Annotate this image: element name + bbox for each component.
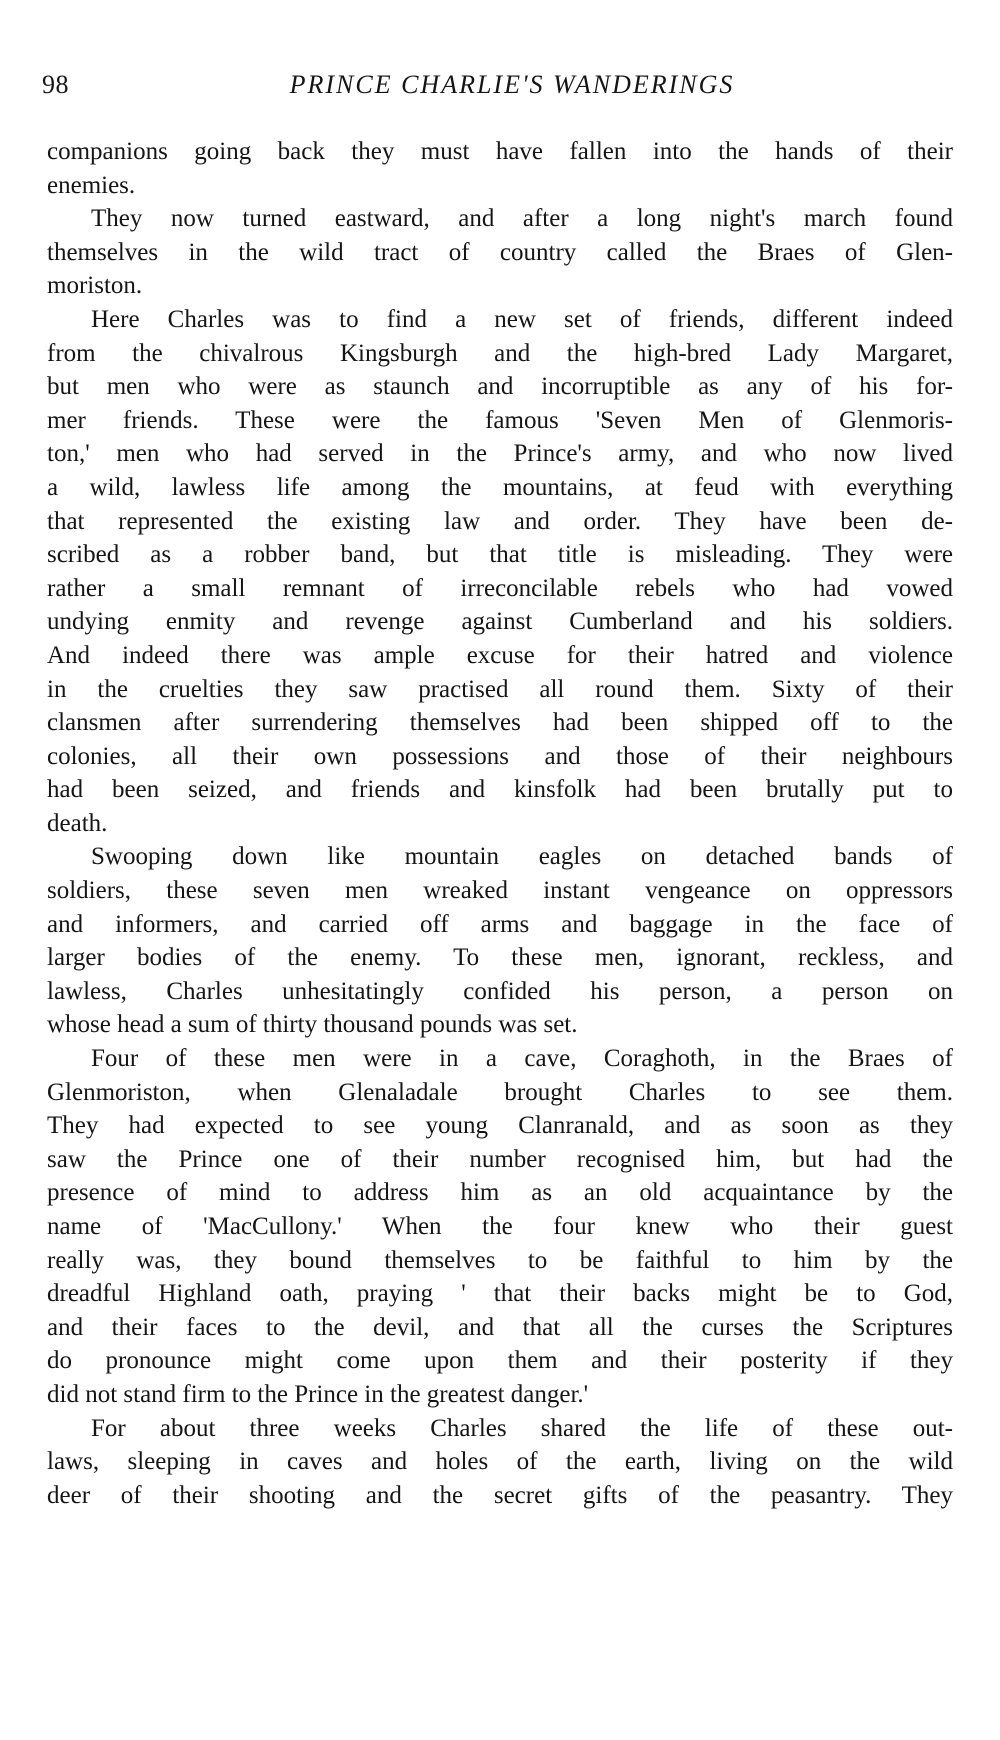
page-header <box>42 70 942 110</box>
text-line: Here Charles was to find a new set of friends, different indeed <box>91 305 953 333</box>
text-line: lawless, Charles unhesitatingly confided his person, a person on <box>47 977 953 1005</box>
text-line: that represented the existing law and order. They have been de- <box>47 507 953 535</box>
text-line: For about three weeks Charles shared the life of these out- <box>91 1414 953 1442</box>
running-title: PRINCE CHARLIE'S WANDERINGS <box>289 70 735 99</box>
text-line: a wild, lawless life among the mountains, at feud with everything <box>47 473 953 501</box>
text-line: larger bodies of the enemy. To these men, ignorant, reckless, and <box>47 944 953 972</box>
text-line: death. <box>47 809 108 837</box>
text-line: clansmen after surrendering themselves had been shipped off to the <box>47 709 953 737</box>
text-line: moriston. <box>47 272 143 300</box>
text-line: presence of mind to address him as an old acquaintance by the <box>47 1179 953 1207</box>
text-line: companions going back they must have fallen into the hands of their <box>47 138 953 165</box>
text-line: did not stand firm to the Prince in the greatest danger.' <box>47 1380 589 1408</box>
text-line: And indeed there was ample excuse for their hatred and violence <box>47 641 953 669</box>
text-line: They now turned eastward, and after a long night's march found <box>91 205 953 233</box>
text-line: do pronounce might come upon them and their posterity if they <box>47 1347 953 1375</box>
text-line: name of 'MacCullony.' When the four knew who their guest <box>47 1213 953 1240</box>
text-line: dreadful Highland oath, praying ' that their backs might be to God, <box>47 1280 953 1308</box>
text-line: themselves in the wild tract of country called the Braes of Glen- <box>47 238 953 266</box>
text-line: had been seized, and friends and kinsfolk had been brutally put to <box>47 776 953 804</box>
text-line: undying enmity and revenge against Cumberland and his soldiers. <box>47 608 953 636</box>
text-line: rather a small remnant of irreconcilable rebels who had vowed <box>47 574 953 602</box>
text-line: Swooping down like mountain eagles on detached bands of <box>91 843 953 871</box>
text-line: enemies. <box>47 171 136 199</box>
text-line: but men who were as staunch and incorruptible as any of his for- <box>47 373 953 401</box>
text-line: deer of their shooting and the secret gifts of the peasantry. They <box>47 1481 953 1509</box>
text-line: mer friends. These were the famous 'Seven Men of Glenmoris- <box>47 406 953 434</box>
text-line: really was, they bound themselves to be faithful to him by the <box>47 1246 953 1274</box>
body-text <box>47 135 953 1512</box>
text-line: ton,' men who had served in the Prince's army, and who now lived <box>47 440 953 468</box>
text-line: laws, sleeping in caves and holes of the earth, living on the wild <box>47 1448 953 1476</box>
text-line: Glenmoriston, when Glenaladale brought Charles to see them. <box>47 1078 953 1106</box>
text-line: soldiers, these seven men wreaked instant vengeance on oppressors <box>47 877 953 905</box>
text-line: and informers, and carried off arms and baggage in the face of <box>47 910 953 938</box>
page-number: 98 <box>42 70 69 99</box>
text-line: colonies, all their own possessions and those of their neighbours <box>47 742 953 770</box>
text-line: from the chivalrous Kingsburgh and the high-bred Lady Margaret, <box>47 339 953 367</box>
text-line: They had expected to see young Clanranald, and as soon as they <box>47 1112 953 1140</box>
text-line: and their faces to the devil, and that all the curses the Scriptures <box>47 1313 953 1341</box>
text-line: Four of these men were in a cave, Coraghoth, in the Braes of <box>91 1045 953 1073</box>
text-line: in the cruelties they saw practised all round them. Sixty of their <box>47 675 953 703</box>
text-line: whose head a sum of thirty thousand pounds was set. <box>47 1011 578 1039</box>
text-line: saw the Prince one of their number recognised him, but had the <box>47 1145 953 1173</box>
text-line: scribed as a robber band, but that title is misleading. They were <box>47 541 953 569</box>
